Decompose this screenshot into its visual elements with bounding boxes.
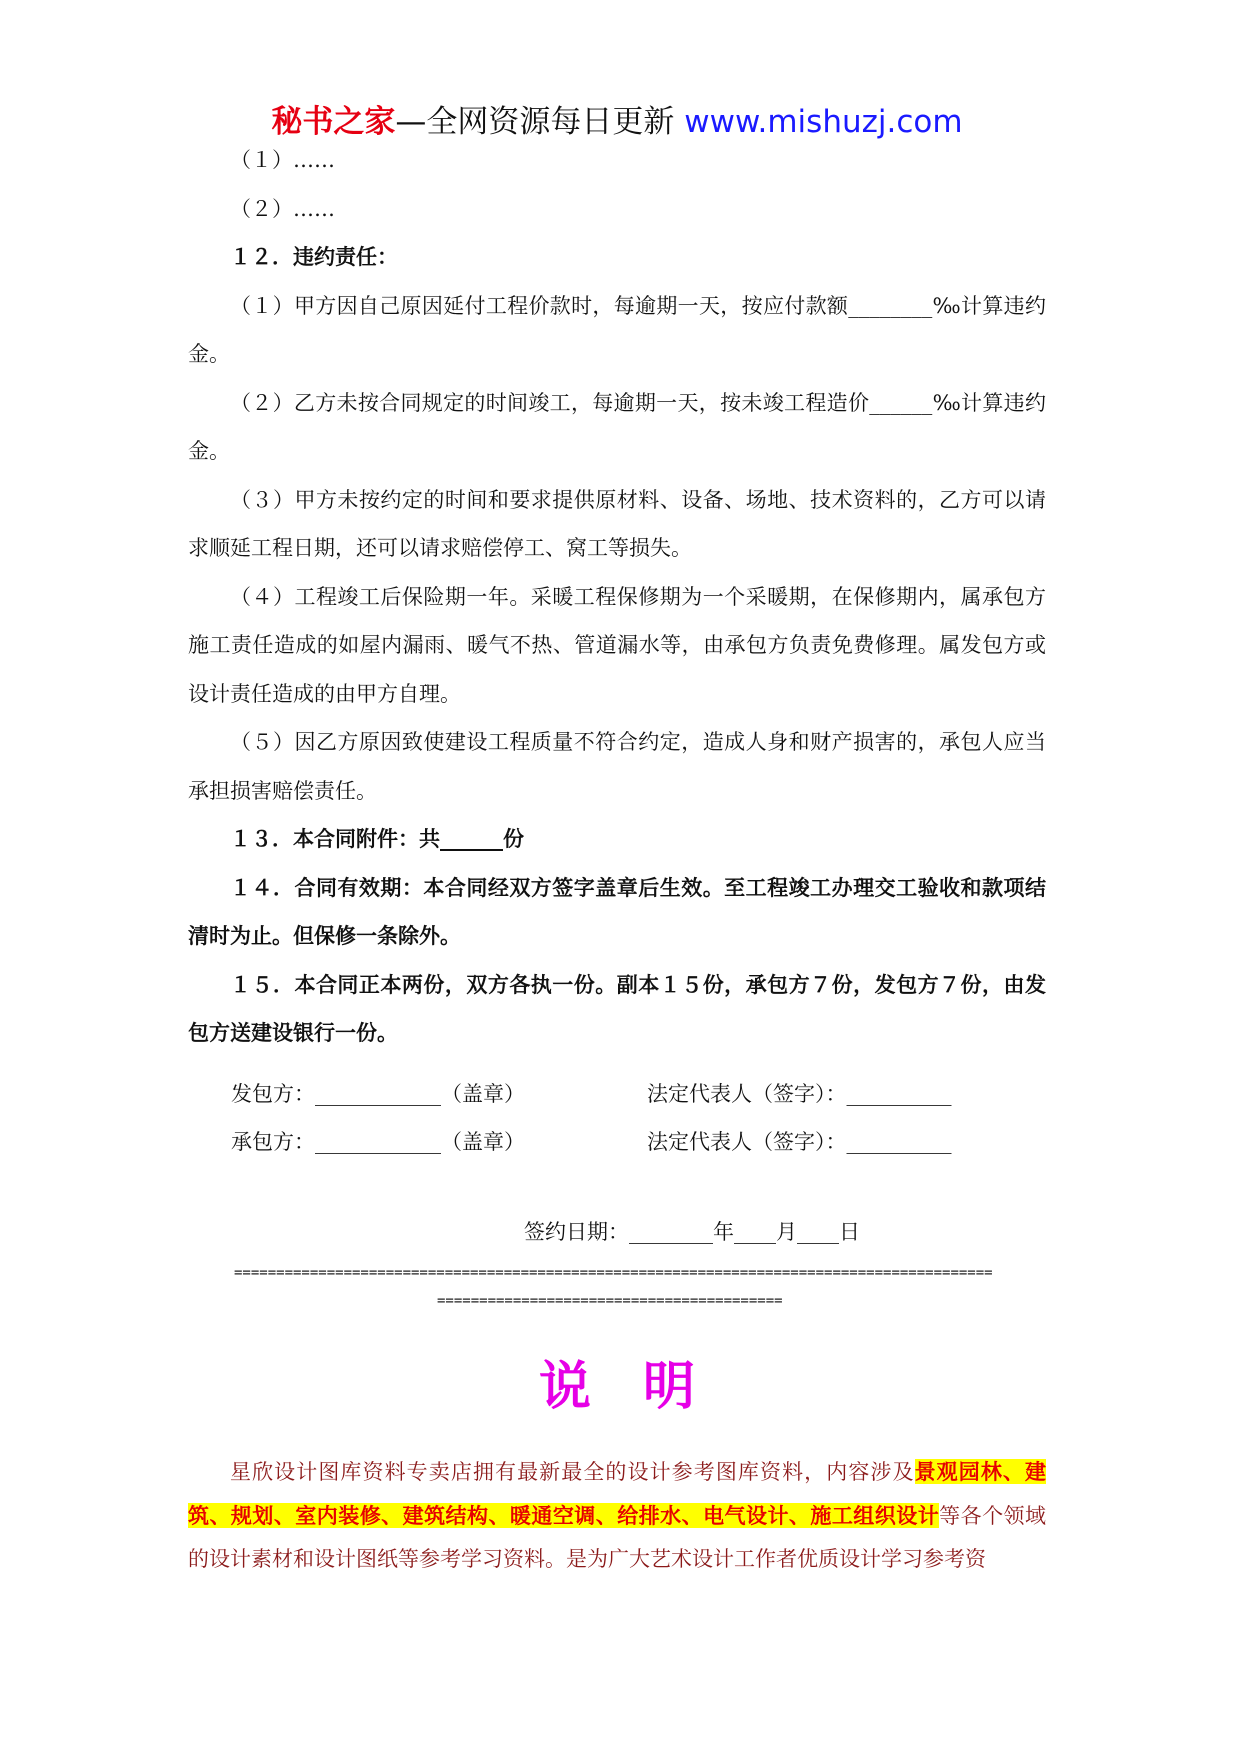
separator-line: ========================================================================================== <box>234 1265 993 1281</box>
clause-12-1: （１）甲方因自己原因延付工程价款时，每逾期一天，按应付款额________‰计算违约金。 <box>188 293 1046 366</box>
contractor-signature: 承包方：____________（盖章） <box>231 1130 525 1154</box>
signing-date: 签约日期：________年____月____日 <box>524 1220 860 1244</box>
notice-text-after: 等各个领域的设计素材和设计图纸等参考学习资料。是为广大艺术设计工作者优质设计学习参考资 <box>188 1504 1047 1571</box>
clause-12-heading: １２．违约责任： <box>230 245 398 269</box>
clause-12-5: （５）因乙方原因致使建设工程质量不符合约定，造成人身和财产损害的，承包人应当承担损害赔偿责任。 <box>188 730 1046 803</box>
website-link[interactable]: www.mishuzj.com <box>684 104 963 140</box>
clause-12-4: （４）工程竣工后保险期一年。采暖工程保修期为一个采暖期，在保修期内，属承包方施工责任造成的如屋内漏雨、暖气不热、管道漏水等，由承包方负责免费修理。属发包方或设计责任造成的由甲方自理。 <box>188 584 1046 706</box>
header-slogan: —全网资源每日更新 <box>395 104 675 140</box>
contractor-representative-signature: 法定代表人（签字）：__________ <box>647 1130 952 1154</box>
clause-14: １４．合同有效期：本合同经双方签字盖章后生效。至工程竣工办理交工验收和款项结清时为止。但保修一条除外。 <box>188 875 1046 948</box>
brand-name: 秘书之家 <box>271 104 396 140</box>
notice-paragraph <box>188 1450 1046 1581</box>
clause-item-2: （２）…… <box>230 196 335 221</box>
contract-body <box>188 136 1046 1058</box>
notice-title: 说 明 <box>538 1357 695 1417</box>
clause-15: １５．本合同正本两份，双方各执一份。副本１５份，承包方７份，发包方７份，由发包方送建设银行一份。 <box>188 972 1046 1045</box>
employer-signature: 发包方：____________（盖章） <box>231 1082 525 1106</box>
clause-12-3: （３）甲方未按约定的时间和要求提供原材料、设备、场地、技术资料的，乙方可以请求顺延工程日期，还可以请求赔偿停工、窝工等损失。 <box>188 487 1046 560</box>
clause-item-1: （１）…… <box>230 148 335 172</box>
clause-13: １３．本合同附件：共______份 <box>230 827 524 851</box>
clause-12-2: （２）乙方未按合同规定的时间竣工，每逾期一天，按未竣工程造价______‰计算违约金。 <box>188 390 1046 463</box>
notice-text-before: 星欣设计图库资料专卖店拥有最新最全的设计参考图库资料，内容涉及 <box>230 1460 915 1484</box>
employer-representative-signature: 法定代表人（签字）：__________ <box>647 1082 952 1106</box>
notice-highlight: 景观园林、建筑、规划、室内装修、建筑结构、暖通空调、给排水、电气设计、施工组织设计 <box>188 1459 1047 1528</box>
separator-line-short: ========================================= <box>437 1293 783 1309</box>
